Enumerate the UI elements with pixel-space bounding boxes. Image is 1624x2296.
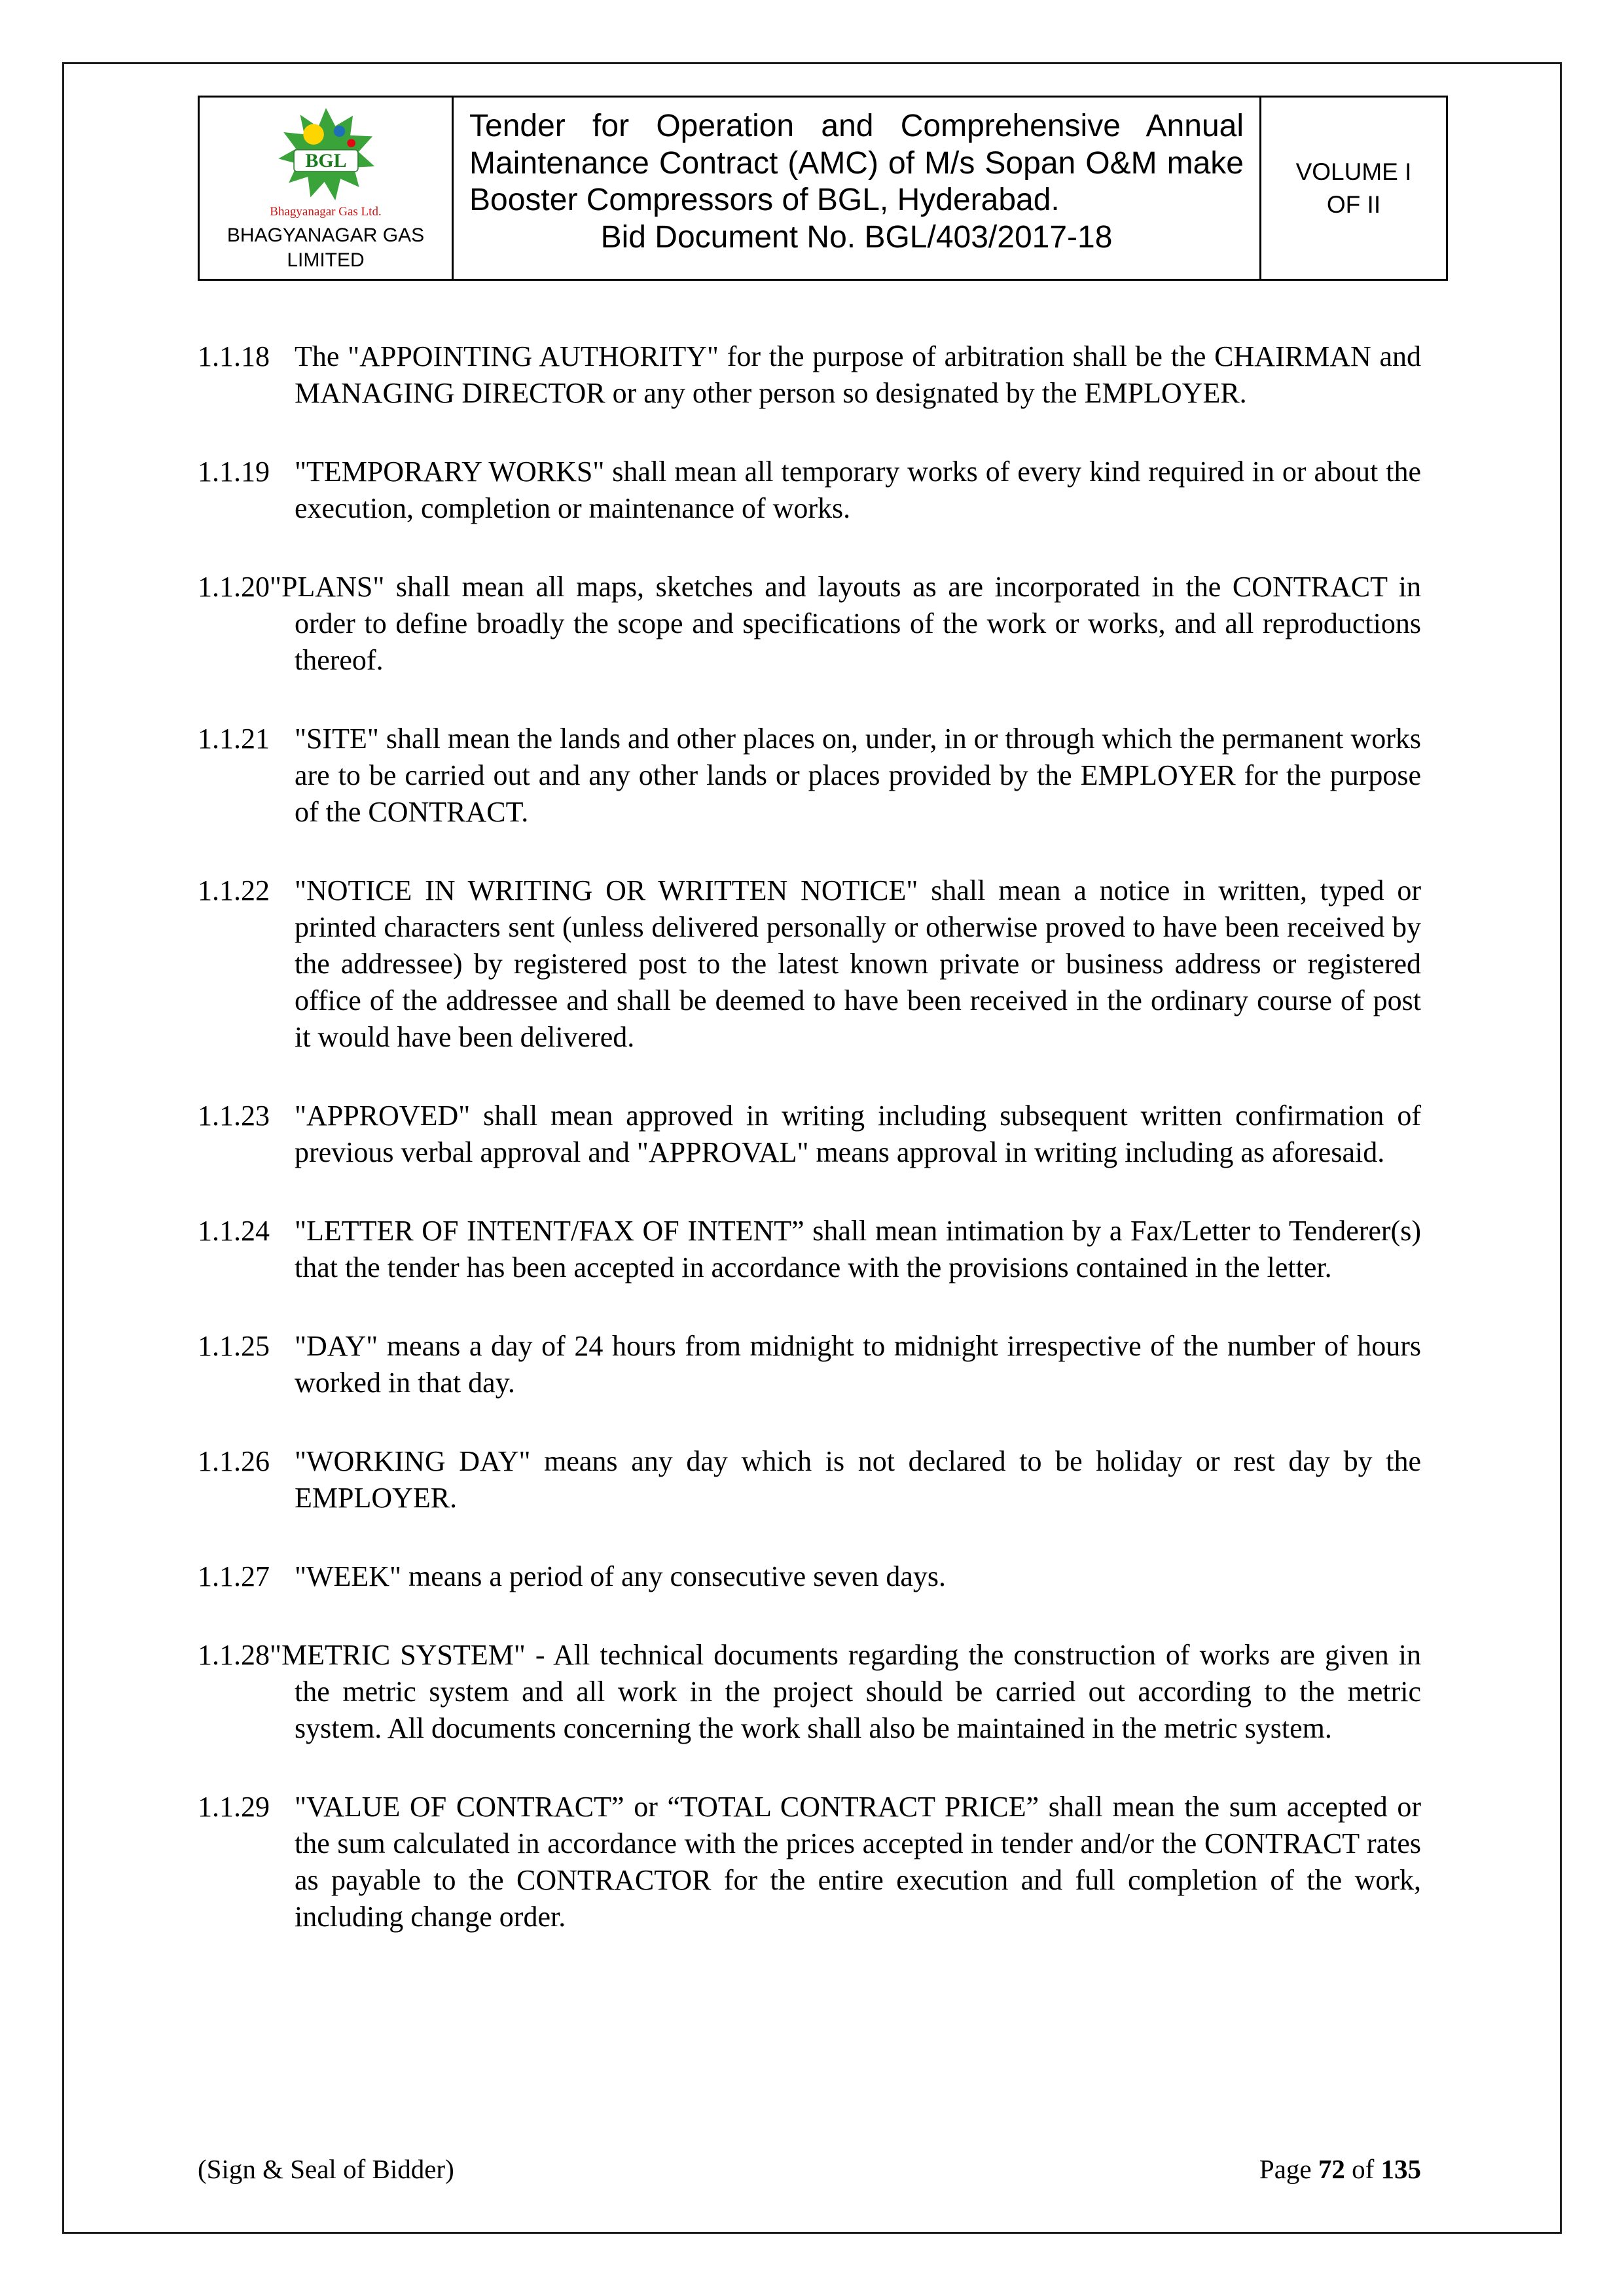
sign-seal-note: (Sign & Seal of Bidder)	[198, 2154, 454, 2184]
logo-red-dot	[347, 139, 355, 147]
clause-text: "WORKING DAY" means any day which is not declared to be holiday or rest day by the EMPLOYER.	[295, 1445, 1421, 1514]
clause-text: "LETTER OF INTENT/FAX OF INTENT” shall mean intimation by a Fax/Letter to Tenderer(s) that the tender has been accepted in accordance with the provisions contained in the letter.	[295, 1215, 1421, 1283]
volume-line-1: VOLUME I	[1295, 158, 1412, 185]
clause-item	[198, 454, 1421, 527]
logo-abbr-text: BGL	[304, 149, 347, 171]
page-footer	[198, 2153, 1421, 2185]
logo-sun-shape	[303, 124, 324, 145]
organization-name: BHAGYANAGAR GAS LIMITED	[226, 224, 425, 271]
clause-item	[198, 1098, 1421, 1171]
clause-number: 1.1.23	[198, 1100, 270, 1132]
clause-text: "WEEK" means a period of any consecutive seven days.	[295, 1560, 947, 1592]
page-indicator	[1259, 2153, 1421, 2185]
clause-text: The "APPOINTING AUTHORITY" for the purpose of arbitration shall be the CHAIRMAN and MANAGING DIRECTOR or any other person so designated by the EMPLOYER.	[295, 340, 1421, 409]
logo-blue-dot	[333, 126, 344, 137]
clause-number: 1.1.21	[198, 723, 270, 755]
clause-item	[198, 1328, 1421, 1401]
clause-number: 1.1.29	[198, 1791, 270, 1823]
clause-number: 1.1.24	[198, 1215, 270, 1247]
clause-number: 1.1.18	[198, 340, 270, 372]
page-number: 72	[1318, 2154, 1345, 2184]
clause-item	[198, 872, 1421, 1056]
logo-cell	[200, 98, 452, 279]
logo-subtitle: Bhagyanagar Gas Ltd.	[270, 205, 382, 219]
clause-number: 1.1.22	[198, 874, 270, 906]
clause-item	[198, 1637, 1421, 1747]
page-total: 135	[1380, 2154, 1421, 2184]
clause-text: "PLANS" shall mean all maps, sketches and layouts as are incorporated in the CONTRACT in order to define broadly the scope and specifications of the work or works, and all reproductions thereof.	[270, 571, 1421, 676]
header-table	[198, 96, 1448, 281]
clause-text: "DAY" means a day of 24 hours from midnight to midnight irrespective of the number of hours worked in that day.	[295, 1330, 1421, 1399]
clause-text: "NOTICE IN WRITING OR WRITTEN NOTICE" shall mean a notice in written, typed or printed characters sent (unless delivered personally or otherwise proved to have been received by the addressee) by registered post to the latest known private or business address or registered office of the addressee and shall be deemed to have been received in the ordinary course of post it would have been delivered.	[295, 874, 1421, 1053]
clause-list	[198, 338, 1421, 1935]
clause-text: "VALUE OF CONTRACT” or “TOTAL CONTRACT PRICE” shall mean the sum accepted or the sum calculated in accordance with the prices accepted in tender and/or the CONTRACT rates as payable to the CONTRACTOR for the entire execution and full completion of the work, including change order.	[295, 1791, 1421, 1933]
bid-document-number: Bid Document No. BGL/403/2017-18	[600, 219, 1113, 255]
clause-item	[198, 1443, 1421, 1516]
clause-item	[198, 721, 1421, 831]
volume-cell	[1259, 98, 1446, 279]
clause-number: 1.1.26	[198, 1445, 270, 1477]
clause-number: 1.1.19	[198, 456, 270, 488]
clause-item	[198, 338, 1421, 412]
clause-item	[198, 569, 1421, 679]
clause-text: "TEMPORARY WORKS" shall mean all temporary works of every kind required in or about the execution, completion or maintenance of works.	[295, 456, 1421, 524]
clause-item	[198, 1558, 1421, 1595]
clause-number: 1.1.27	[198, 1560, 270, 1592]
clause-number: 1.1.28	[198, 1639, 270, 1671]
clause-number: 1.1.25	[198, 1330, 270, 1362]
clause-text: "METRIC SYSTEM" - All technical documents regarding the construction of works are given in the metric system and all work in the project should be carried out according to the metric system. All documents concerning the work shall also be maintained in the metric system.	[270, 1639, 1421, 1744]
of-label: of	[1344, 2154, 1381, 2184]
clause-text: "APPROVED" shall mean approved in writing including subsequent written confirmation of previous verbal approval and "APPROVAL" means approval in writing including as aforesaid.	[295, 1100, 1421, 1168]
page-label: Page	[1259, 2154, 1318, 2184]
volume-line-2: OF II	[1326, 190, 1381, 218]
clause-item	[198, 1213, 1421, 1286]
bgl-logo-icon	[270, 105, 382, 204]
clause-number: 1.1.20	[198, 571, 270, 603]
clause-item	[198, 1789, 1421, 1935]
clause-text: "SITE" shall mean the lands and other places on, under, in or through which the permanent works are to be carried out and any other lands or places provided by the EMPLOYER for the purpose of the CONTRACT.	[295, 723, 1421, 828]
tender-title: Tender for Operation and Comprehensive Annual Maintenance Contract (AMC) of M/s Sopan O&M make Booster Compressors of BGL, Hyderabad.	[469, 109, 1244, 218]
title-cell	[452, 98, 1259, 279]
volume-label	[1296, 156, 1412, 221]
page-border	[62, 62, 1562, 2234]
